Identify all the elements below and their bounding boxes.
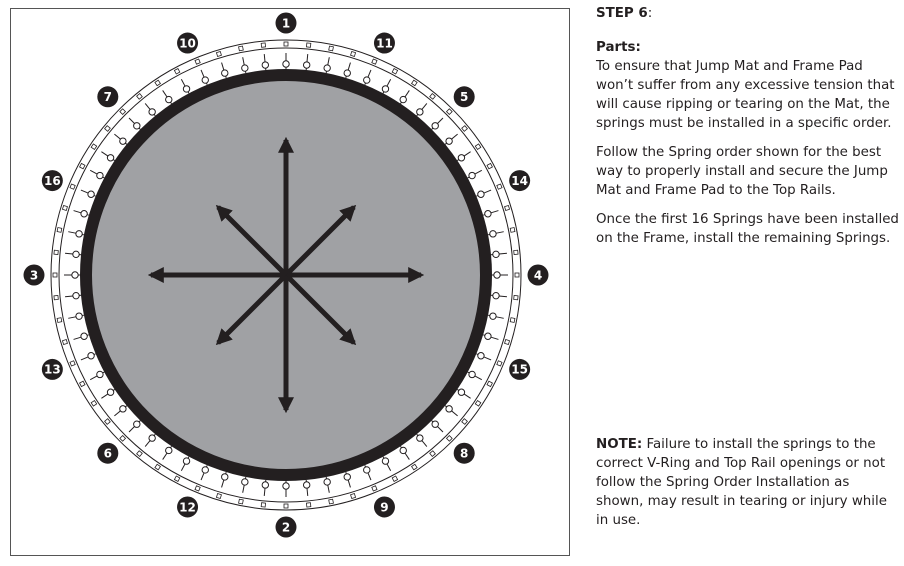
- v-ring: [283, 483, 289, 489]
- v-ring: [364, 77, 370, 83]
- spring-order-badge-12: [177, 496, 198, 517]
- rail-opening: [505, 205, 510, 210]
- v-ring: [324, 479, 330, 485]
- note-text: Failure to install the springs to the correct V-Ring and Top Rail openings or not follow the Spring Order Installation as shown, may result in tearing or injury while in use.: [596, 437, 887, 528]
- rail-opening: [105, 419, 111, 425]
- v-ring: [490, 313, 496, 319]
- v-ring: [478, 353, 484, 359]
- v-ring: [303, 482, 309, 488]
- v-ring: [134, 421, 140, 427]
- v-ring: [107, 155, 113, 161]
- rail-opening: [351, 51, 356, 56]
- rail-opening: [412, 80, 418, 86]
- rail-opening: [91, 144, 97, 150]
- spring-order-badge-15: [509, 359, 530, 380]
- v-ring: [446, 406, 452, 412]
- v-ring: [485, 333, 491, 339]
- v-ring: [166, 447, 172, 453]
- trampoline-diagram: [11, 9, 568, 554]
- rail-opening: [329, 499, 334, 504]
- rail-opening: [514, 250, 518, 254]
- badge-number: 5: [460, 90, 469, 105]
- v-ring: [262, 482, 268, 488]
- parts-text: To ensure that Jump Mat and Frame Pad won’t suffer from any excessive tension that will cause ripping or tearing on the Mat, the springs must be installed in a specific order.: [596, 59, 895, 131]
- v-ring: [76, 313, 82, 319]
- badge-number: 9: [380, 500, 389, 515]
- v-ring: [166, 96, 172, 102]
- rail-opening: [351, 494, 356, 499]
- spring-order-badge-7: [97, 86, 118, 107]
- v-ring: [202, 467, 208, 473]
- v-ring: [222, 474, 228, 480]
- step-suffix: :: [647, 6, 653, 21]
- badge-number: 10: [179, 36, 196, 51]
- v-ring: [432, 123, 438, 129]
- v-ring: [364, 467, 370, 473]
- rail-opening: [174, 69, 179, 74]
- rail-opening: [195, 59, 200, 64]
- v-ring: [283, 61, 289, 67]
- spring-order-badge-11: [374, 33, 395, 54]
- v-ring: [242, 479, 248, 485]
- note-block: [596, 435, 900, 530]
- v-ring: [478, 191, 484, 197]
- rail-opening: [430, 451, 436, 457]
- rail-opening: [392, 69, 397, 74]
- v-ring: [469, 172, 475, 178]
- rail-opening: [412, 464, 418, 470]
- v-ring: [494, 272, 500, 278]
- step-label: STEP 6: [596, 6, 648, 21]
- parts-label: Parts:: [596, 40, 641, 55]
- rail-opening: [497, 361, 502, 366]
- v-ring: [493, 251, 499, 257]
- v-ring: [382, 458, 388, 464]
- rail-opening: [57, 318, 62, 323]
- v-ring: [344, 474, 350, 480]
- rail-opening: [155, 80, 161, 86]
- v-ring: [107, 389, 113, 395]
- badge-number: 2: [281, 520, 291, 535]
- rail-opening: [120, 109, 126, 115]
- v-ring: [72, 272, 78, 278]
- v-ring: [73, 292, 79, 298]
- v-ring: [344, 70, 350, 76]
- badge-number: 7: [103, 90, 112, 105]
- v-ring: [97, 371, 103, 377]
- rail-opening: [216, 51, 221, 56]
- v-ring: [458, 155, 464, 161]
- v-ring: [73, 251, 79, 257]
- v-ring: [262, 62, 268, 68]
- rail-opening: [137, 94, 143, 100]
- step-title: [596, 4, 900, 23]
- rail-opening: [216, 494, 221, 499]
- badge-number: 15: [511, 362, 529, 377]
- rail-opening: [515, 273, 519, 277]
- rail-opening: [514, 295, 518, 299]
- badge-number: 4: [533, 268, 543, 283]
- badge-number: 6: [103, 446, 112, 461]
- remaining-springs-paragraph: Once the first 16 Springs have been installed on the Frame, install the remaining Springs.: [596, 212, 899, 246]
- rail-opening: [57, 228, 62, 233]
- rail-opening: [105, 126, 111, 132]
- v-ring: [417, 109, 423, 115]
- v-ring: [149, 109, 155, 115]
- rail-opening: [261, 503, 265, 507]
- spring-order-badge-2: [276, 517, 297, 538]
- rail-opening: [120, 436, 126, 442]
- rail-opening: [329, 46, 334, 51]
- v-ring: [88, 353, 94, 359]
- spring-order-badge-5: [454, 86, 475, 107]
- v-ring: [76, 231, 82, 237]
- rail-opening: [372, 486, 377, 491]
- badge-number: 14: [511, 173, 529, 188]
- v-ring: [324, 65, 330, 71]
- v-ring: [493, 292, 499, 298]
- spring-order-badge-6: [97, 443, 118, 464]
- v-ring: [183, 458, 189, 464]
- spring-order-badge-14: [509, 170, 530, 191]
- v-ring: [120, 406, 126, 412]
- spring-order-badge-3: [24, 265, 45, 286]
- rail-opening: [174, 476, 179, 481]
- badge-number: 1: [281, 16, 291, 31]
- v-ring: [222, 70, 228, 76]
- v-ring: [183, 86, 189, 92]
- spring-order-badge-10: [177, 33, 198, 54]
- rail-opening: [239, 46, 244, 51]
- spring-order-badge-16: [42, 170, 63, 191]
- v-ring: [458, 389, 464, 395]
- rail-opening: [137, 451, 143, 457]
- rail-opening: [430, 94, 436, 100]
- rail-opening: [505, 340, 510, 345]
- v-ring: [88, 191, 94, 197]
- v-ring: [446, 138, 452, 144]
- instructions-panel: [596, 4, 900, 258]
- v-ring: [485, 211, 491, 217]
- rail-opening: [53, 273, 57, 277]
- badge-number: 16: [43, 173, 61, 188]
- rail-opening: [487, 381, 492, 386]
- rail-opening: [462, 126, 468, 132]
- spring-order-badge-9: [374, 496, 395, 517]
- spring-order-badge-13: [42, 359, 63, 380]
- rail-opening: [497, 184, 502, 189]
- rail-opening: [80, 163, 85, 168]
- rail-opening: [91, 401, 97, 407]
- v-ring: [400, 447, 406, 453]
- v-ring: [417, 435, 423, 441]
- rail-opening: [510, 318, 515, 323]
- spring-order-badge-4: [528, 265, 549, 286]
- badge-number: 11: [376, 36, 393, 51]
- rail-opening: [195, 486, 200, 491]
- v-ring: [469, 371, 475, 377]
- v-ring: [432, 421, 438, 427]
- rail-opening: [62, 205, 67, 210]
- v-ring: [120, 138, 126, 144]
- rail-opening: [462, 419, 468, 425]
- v-ring: [202, 77, 208, 83]
- rail-opening: [447, 109, 453, 115]
- rail-opening: [306, 43, 310, 47]
- v-ring: [81, 211, 87, 217]
- rail-opening: [62, 340, 67, 345]
- rail-opening: [284, 42, 288, 46]
- rail-opening: [54, 250, 58, 254]
- badge-number: 12: [179, 500, 196, 515]
- rail-opening: [70, 184, 75, 189]
- note-label: NOTE:: [596, 437, 643, 452]
- v-ring: [400, 96, 406, 102]
- v-ring: [149, 435, 155, 441]
- v-ring: [242, 65, 248, 71]
- rail-opening: [510, 228, 515, 233]
- rail-opening: [70, 361, 75, 366]
- spring-order-badge-8: [454, 443, 475, 464]
- rail-opening: [372, 59, 377, 64]
- rail-opening: [261, 43, 265, 47]
- spring-order-badge-1: [276, 13, 297, 34]
- rail-opening: [239, 499, 244, 504]
- rail-opening: [284, 504, 288, 508]
- rail-opening: [306, 503, 310, 507]
- rail-opening: [54, 295, 58, 299]
- rail-opening: [487, 163, 492, 168]
- v-ring: [490, 231, 496, 237]
- rail-opening: [475, 144, 481, 150]
- v-ring: [134, 123, 140, 129]
- badge-number: 3: [29, 268, 39, 283]
- badge-number: 8: [460, 446, 469, 461]
- rail-opening: [80, 381, 85, 386]
- v-ring: [303, 62, 309, 68]
- rail-opening: [475, 401, 481, 407]
- rail-opening: [155, 464, 161, 470]
- rail-opening: [447, 436, 453, 442]
- badge-number: 13: [43, 362, 61, 377]
- spring-order-paragraph: Follow the Spring order shown for the best way to properly install and secure the Jump Mat and Frame Pad to the Top Rails.: [596, 145, 888, 198]
- v-ring: [382, 86, 388, 92]
- v-ring: [81, 333, 87, 339]
- v-ring: [97, 172, 103, 178]
- spring-order-diagram: [10, 8, 570, 556]
- rail-opening: [392, 476, 397, 481]
